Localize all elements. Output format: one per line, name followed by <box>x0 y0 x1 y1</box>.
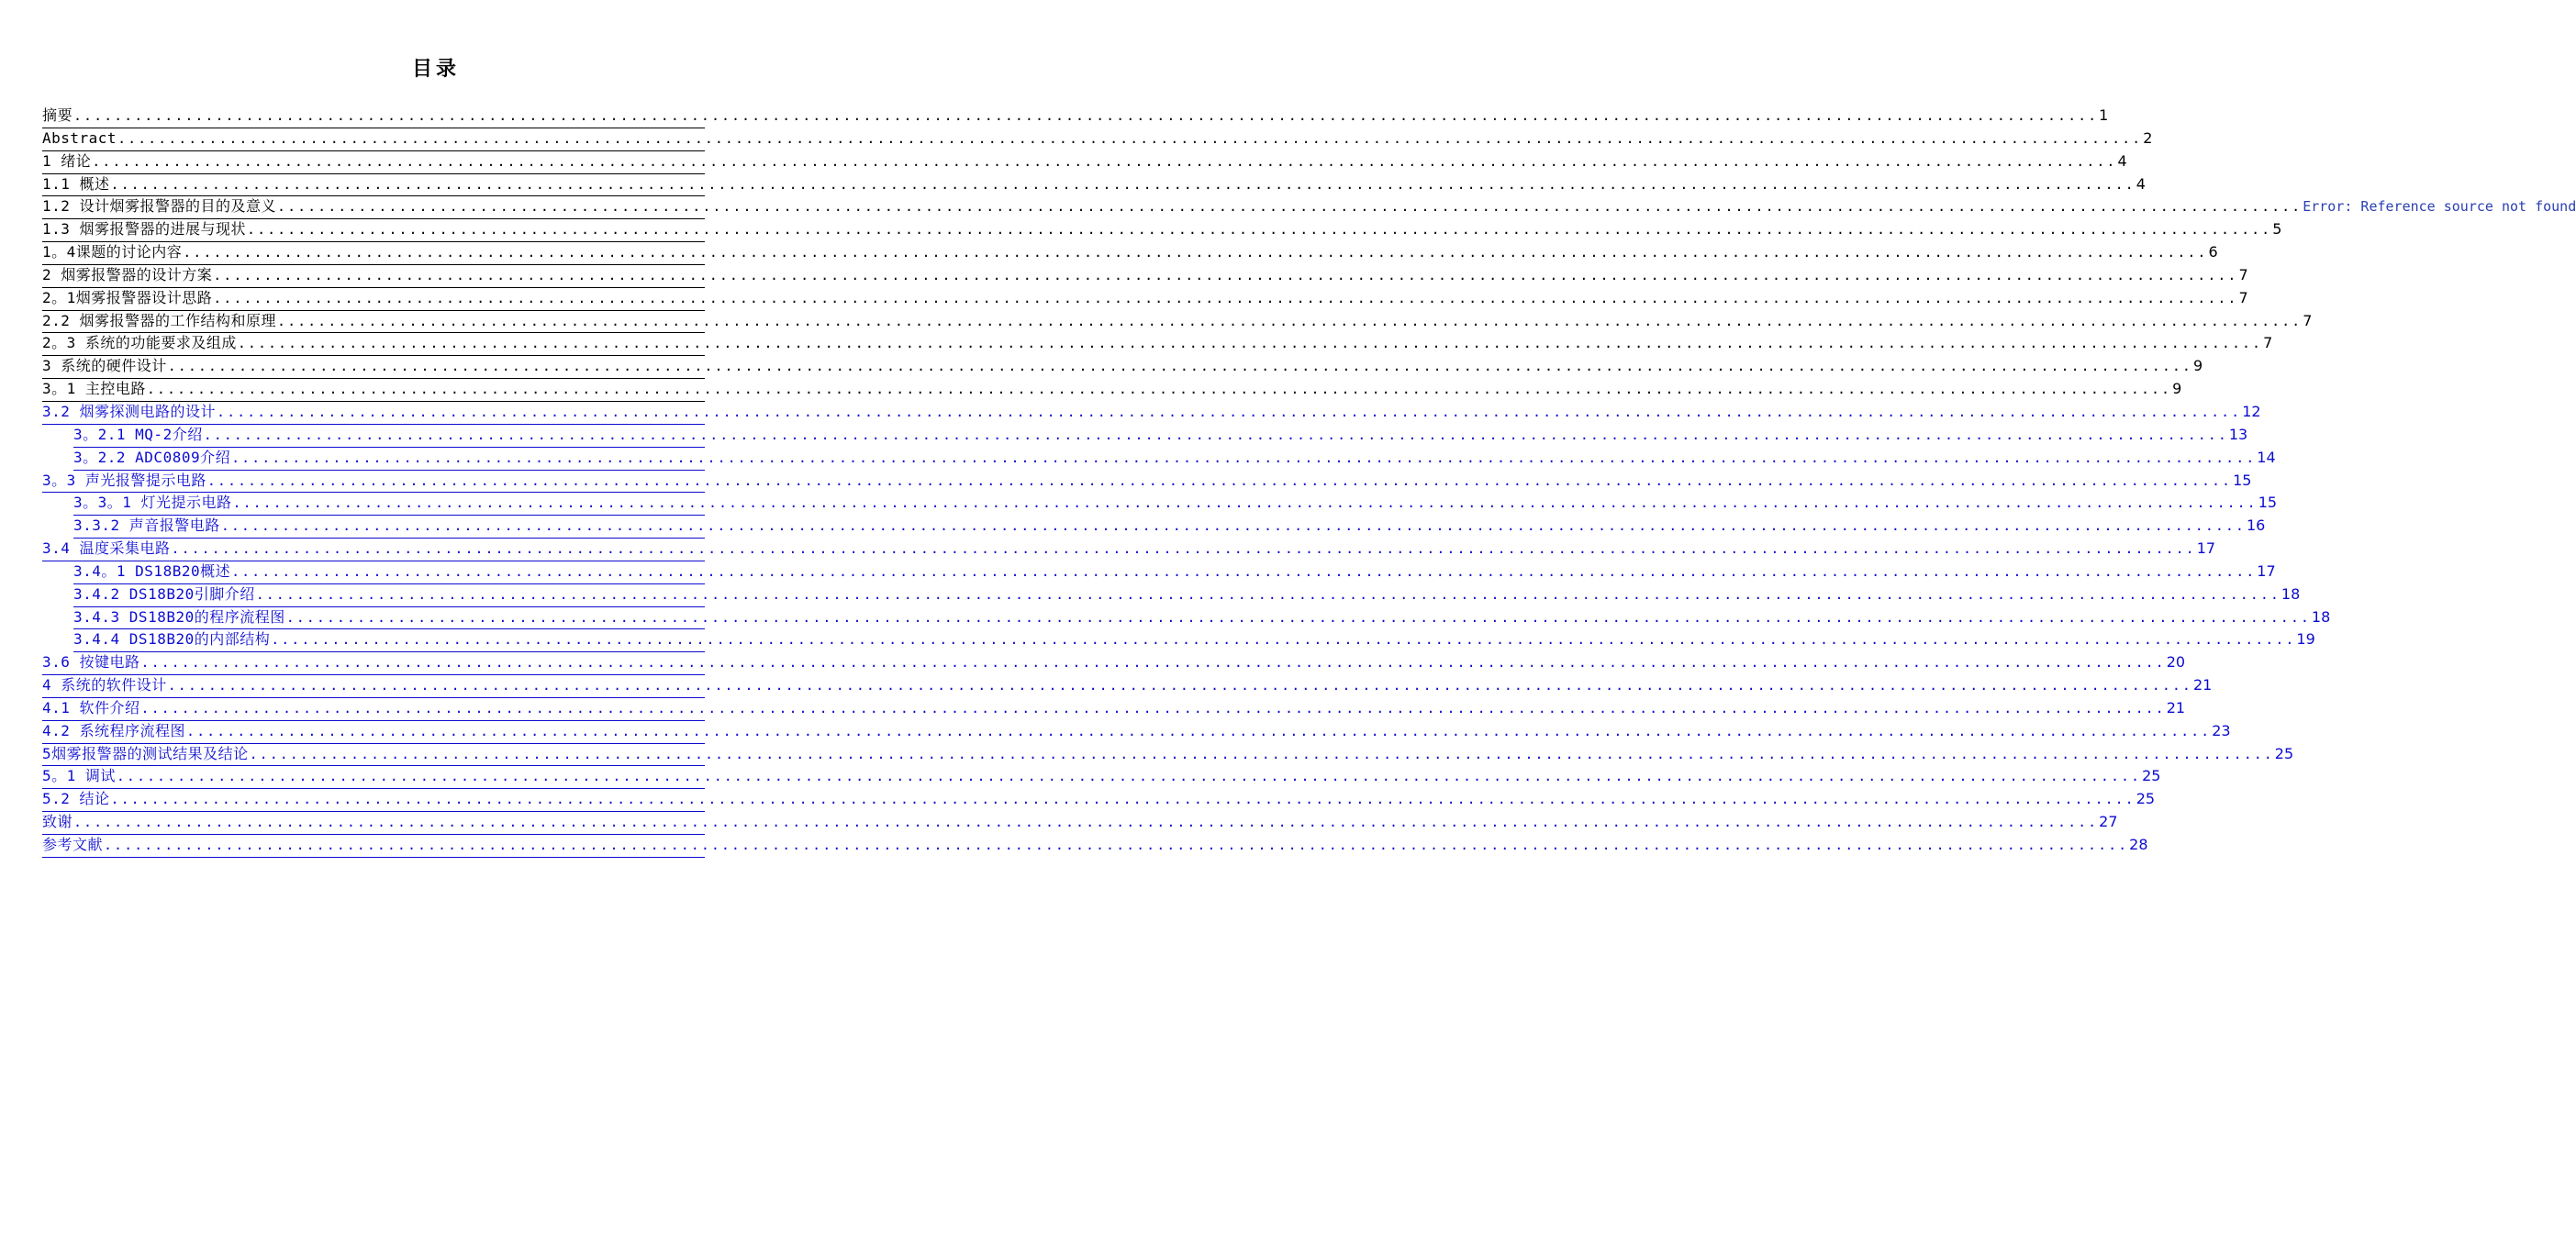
toc-entry-page-number: 20 <box>2166 653 2186 672</box>
toc-entry-label: 3.3.2 声音报警电路 <box>73 517 220 535</box>
toc-entry-label: 5.2 结论 <box>42 790 110 808</box>
toc-dot-leader: ........................................................................................................................................................................................................ <box>232 494 2258 512</box>
toc-entry-page-number: 23 <box>2212 721 2231 739</box>
toc-entry-label: 3.6 按键电路 <box>42 653 140 672</box>
toc-entry[interactable] <box>73 629 2315 652</box>
toc-entry-page-number: 13 <box>2228 425 2248 443</box>
toc-dot-leader: ........................................................................................................................................................................................................ <box>167 358 2192 375</box>
page-title: 目录 <box>411 58 460 81</box>
toc-entry-label: 3 系统的硬件设计 <box>42 357 167 375</box>
toc-entry-page-number: 15 <box>2258 494 2278 512</box>
toc-entry[interactable] <box>42 151 2127 174</box>
toc-entry[interactable] <box>73 516 2266 539</box>
toc-entry-label: 2。3 系统的功能要求及组成 <box>42 334 237 352</box>
toc-entry[interactable] <box>42 675 2213 698</box>
toc-entry-label: 4 系统的软件设计 <box>42 676 167 694</box>
toc-dot-leader: ........................................................................................................................................................................................................ <box>146 381 2172 398</box>
toc-dot-leader: ........................................................................................................................................................................................................ <box>255 585 2280 603</box>
toc-entry-label: 3.4.4 DS18B20的内部结构 <box>73 630 271 649</box>
toc-entry-label: 4.2 系统程序流程图 <box>42 721 186 739</box>
toc-entry[interactable] <box>42 196 2576 219</box>
toc-dot-leader: ........................................................................................................................................................................................................ <box>213 289 2238 306</box>
toc-entry-page-number: 4 <box>2117 151 2127 170</box>
toc-entry-page-number: 21 <box>2192 676 2213 694</box>
toc-dot-leader: ........................................................................................................................................................................................................ <box>73 107 2099 124</box>
toc-entry[interactable] <box>73 425 2248 448</box>
toc-entry[interactable] <box>42 744 2294 767</box>
toc-dot-leader: ........................................................................................................................................................................................................ <box>92 152 2117 170</box>
toc-entry-label: 3.4。1 DS18B20概述 <box>73 561 231 580</box>
toc-entry-label: 3.4 温度采集电路 <box>42 539 171 558</box>
toc-entry[interactable] <box>42 265 2248 288</box>
toc-entry-label: 2.2 烟雾报警器的工作结构和原理 <box>42 311 277 329</box>
toc-entry-page-number: Error: Reference source not found <box>2303 198 2576 216</box>
toc-dot-leader: ........................................................................................................................................................................................................ <box>186 722 2212 739</box>
toc-entry-page-number: 6 <box>2208 243 2218 261</box>
toc-entry-label: 3。2.1 MQ-2介绍 <box>73 425 203 443</box>
toc-entry-label: 3。2.2 ADC0809介绍 <box>73 448 231 466</box>
toc-entry[interactable] <box>73 561 2276 584</box>
toc-entry-page-number: 28 <box>2129 836 2148 853</box>
toc-entry[interactable] <box>42 652 2186 675</box>
toc-entry[interactable] <box>42 288 2248 311</box>
toc-entry-page-number: 1 <box>2099 106 2109 124</box>
toc-dot-leader: ........................................................................................................................................................................................................ <box>140 699 2166 716</box>
toc-entry[interactable] <box>42 356 2203 379</box>
toc-entry-label: 2。1烟雾报警器设计思路 <box>42 288 213 306</box>
toc-entry-page-number: 18 <box>2311 607 2331 626</box>
toc-dot-leader: ........................................................................................................................................................................................................ <box>231 449 2257 466</box>
toc-dot-leader: ........................................................................................................................................................................................................ <box>247 221 2272 239</box>
toc-dot-leader: ........................................................................................................................................................................................................ <box>217 403 2242 420</box>
toc-dot-leader: ........................................................................................................................................................................................................ <box>116 768 2142 785</box>
toc-entry[interactable] <box>42 789 2156 812</box>
toc-entry-label: 1.2 设计烟雾报警器的目的及意义 <box>42 197 277 216</box>
toc-dot-leader: ........................................................................................................................................................................................................ <box>213 266 2238 283</box>
toc-entry-page-number: 18 <box>2280 584 2301 603</box>
toc-entry[interactable] <box>42 174 2146 197</box>
toc-list <box>42 106 2576 858</box>
toc-entry-page-number: 7 <box>2238 288 2248 306</box>
toc-entry-page-number: 9 <box>2172 380 2182 398</box>
toc-entry[interactable] <box>42 333 2273 356</box>
toc-entry-page-number: 25 <box>2274 744 2294 762</box>
toc-dot-leader: ........................................................................................................................................................................................................ <box>110 175 2136 193</box>
toc-entry[interactable] <box>42 402 2261 425</box>
toc-entry-page-number: 17 <box>2196 539 2216 558</box>
toc-entry-label: 5。1 调试 <box>42 767 116 785</box>
toc-entry-page-number: 7 <box>2238 265 2248 283</box>
toc-entry-page-number: 16 <box>2246 517 2266 535</box>
toc-entry-label: 致谢 <box>42 813 73 831</box>
toc-entry-label: 3.4.3 DS18B20的程序流程图 <box>73 607 285 626</box>
toc-entry-page-number: 12 <box>2242 402 2261 420</box>
toc-entry-page-number: 27 <box>2099 813 2118 831</box>
toc-entry[interactable] <box>42 219 2282 242</box>
toc-entry-page-number: 21 <box>2166 698 2186 716</box>
toc-entry[interactable] <box>42 128 2153 151</box>
toc-entry-label: 3。3 声光报警提示电路 <box>42 471 206 489</box>
toc-dot-leader: ........................................................................................................................................................................................................ <box>277 312 2303 329</box>
toc-entry[interactable] <box>73 493 2278 516</box>
toc-dot-leader: ........................................................................................................................................................................................................ <box>167 677 2192 694</box>
toc-dot-leader: ........................................................................................................................................................................................................ <box>73 814 2099 831</box>
toc-entry-label: 1.3 烟雾报警器的进展与现状 <box>42 220 247 239</box>
toc-entry-label: 1 绪论 <box>42 151 92 170</box>
toc-entry-page-number: 25 <box>2136 790 2156 808</box>
toc-dot-leader: ........................................................................................................................................................................................................ <box>231 562 2257 580</box>
toc-entry-page-number: 2 <box>2143 128 2153 147</box>
toc-entry-label: 4.1 软件介绍 <box>42 698 140 716</box>
toc-entry-page-number: 4 <box>2136 174 2146 193</box>
toc-entry-label: Abstract <box>42 128 117 147</box>
toc-entry[interactable] <box>73 448 2276 471</box>
toc-entry-page-number: 5 <box>2272 220 2282 239</box>
toc-entry-label: 3.4.2 DS18B20引脚介绍 <box>73 584 255 603</box>
toc-entry-page-number: 25 <box>2142 767 2161 785</box>
toc-entry[interactable] <box>42 106 2109 128</box>
toc-entry-label: 3。1 主控电路 <box>42 380 146 398</box>
toc-dot-leader: ........................................................................................................................................................................................................ <box>171 540 2196 558</box>
toc-dot-leader: ........................................................................................................................................................................................................ <box>104 837 2129 853</box>
toc-dot-leader: ........................................................................................................................................................................................................ <box>271 631 2296 649</box>
toc-entry-label: 2 烟雾报警器的设计方案 <box>42 265 213 283</box>
toc-entry-label: 5烟雾报警器的测试结果及结论 <box>42 744 249 762</box>
toc-entry-label: 1.1 概述 <box>42 174 110 193</box>
toc-dot-leader: ........................................................................................................................................................................................................ <box>203 426 2228 443</box>
toc-entry[interactable] <box>42 812 2118 835</box>
toc-entry-page-number: 9 <box>2192 357 2203 375</box>
toc-entry[interactable] <box>42 379 2182 402</box>
toc-entry-label: 参考文献 <box>42 836 104 853</box>
toc-dot-leader: ........................................................................................................................................................................................................ <box>285 608 2311 626</box>
toc-entry-page-number: 17 <box>2257 561 2276 580</box>
toc-dot-leader: ........................................................................................................................................................................................................ <box>237 335 2263 352</box>
toc-entry[interactable] <box>42 835 2148 858</box>
toc-entry-page-number: 19 <box>2296 630 2315 649</box>
toc-entry-label: 3。3。1 灯光提示电路 <box>73 494 232 512</box>
toc-dot-leader: ........................................................................................................................................................................................................ <box>206 472 2233 489</box>
toc-entry-label: 摘要 <box>42 106 73 124</box>
toc-entry[interactable] <box>42 471 2252 494</box>
toc-entry-label: 1。4课题的讨论内容 <box>42 243 183 261</box>
toc-entry-page-number: 15 <box>2233 471 2252 489</box>
toc-dot-leader: ........................................................................................................................................................................................................ <box>220 517 2246 535</box>
toc-entry-page-number: 7 <box>2263 334 2273 352</box>
toc-entry[interactable] <box>42 766 2161 789</box>
toc-entry[interactable] <box>73 584 2301 607</box>
toc-dot-leader: ........................................................................................................................................................................................................ <box>277 198 2303 216</box>
toc-dot-leader: ........................................................................................................................................................................................................ <box>183 244 2208 261</box>
toc-entry-page-number: 7 <box>2303 311 2313 329</box>
toc-dot-leader: ........................................................................................................................................................................................................ <box>117 129 2143 147</box>
toc-entry[interactable] <box>42 698 2186 721</box>
toc-entry[interactable] <box>42 311 2313 334</box>
toc-entry-label: 3.2 烟雾探测电路的设计 <box>42 402 217 420</box>
toc-entry[interactable] <box>42 539 2216 561</box>
toc-dot-leader: ........................................................................................................................................................................................................ <box>140 654 2166 672</box>
toc-dot-leader: ........................................................................................................................................................................................................ <box>249 745 2274 762</box>
toc-entry[interactable] <box>42 242 2218 265</box>
toc-entry[interactable] <box>42 721 2231 744</box>
toc-entry-page-number: 14 <box>2257 448 2276 466</box>
toc-entry[interactable] <box>73 607 2331 630</box>
toc-dot-leader: ........................................................................................................................................................................................................ <box>110 791 2136 808</box>
